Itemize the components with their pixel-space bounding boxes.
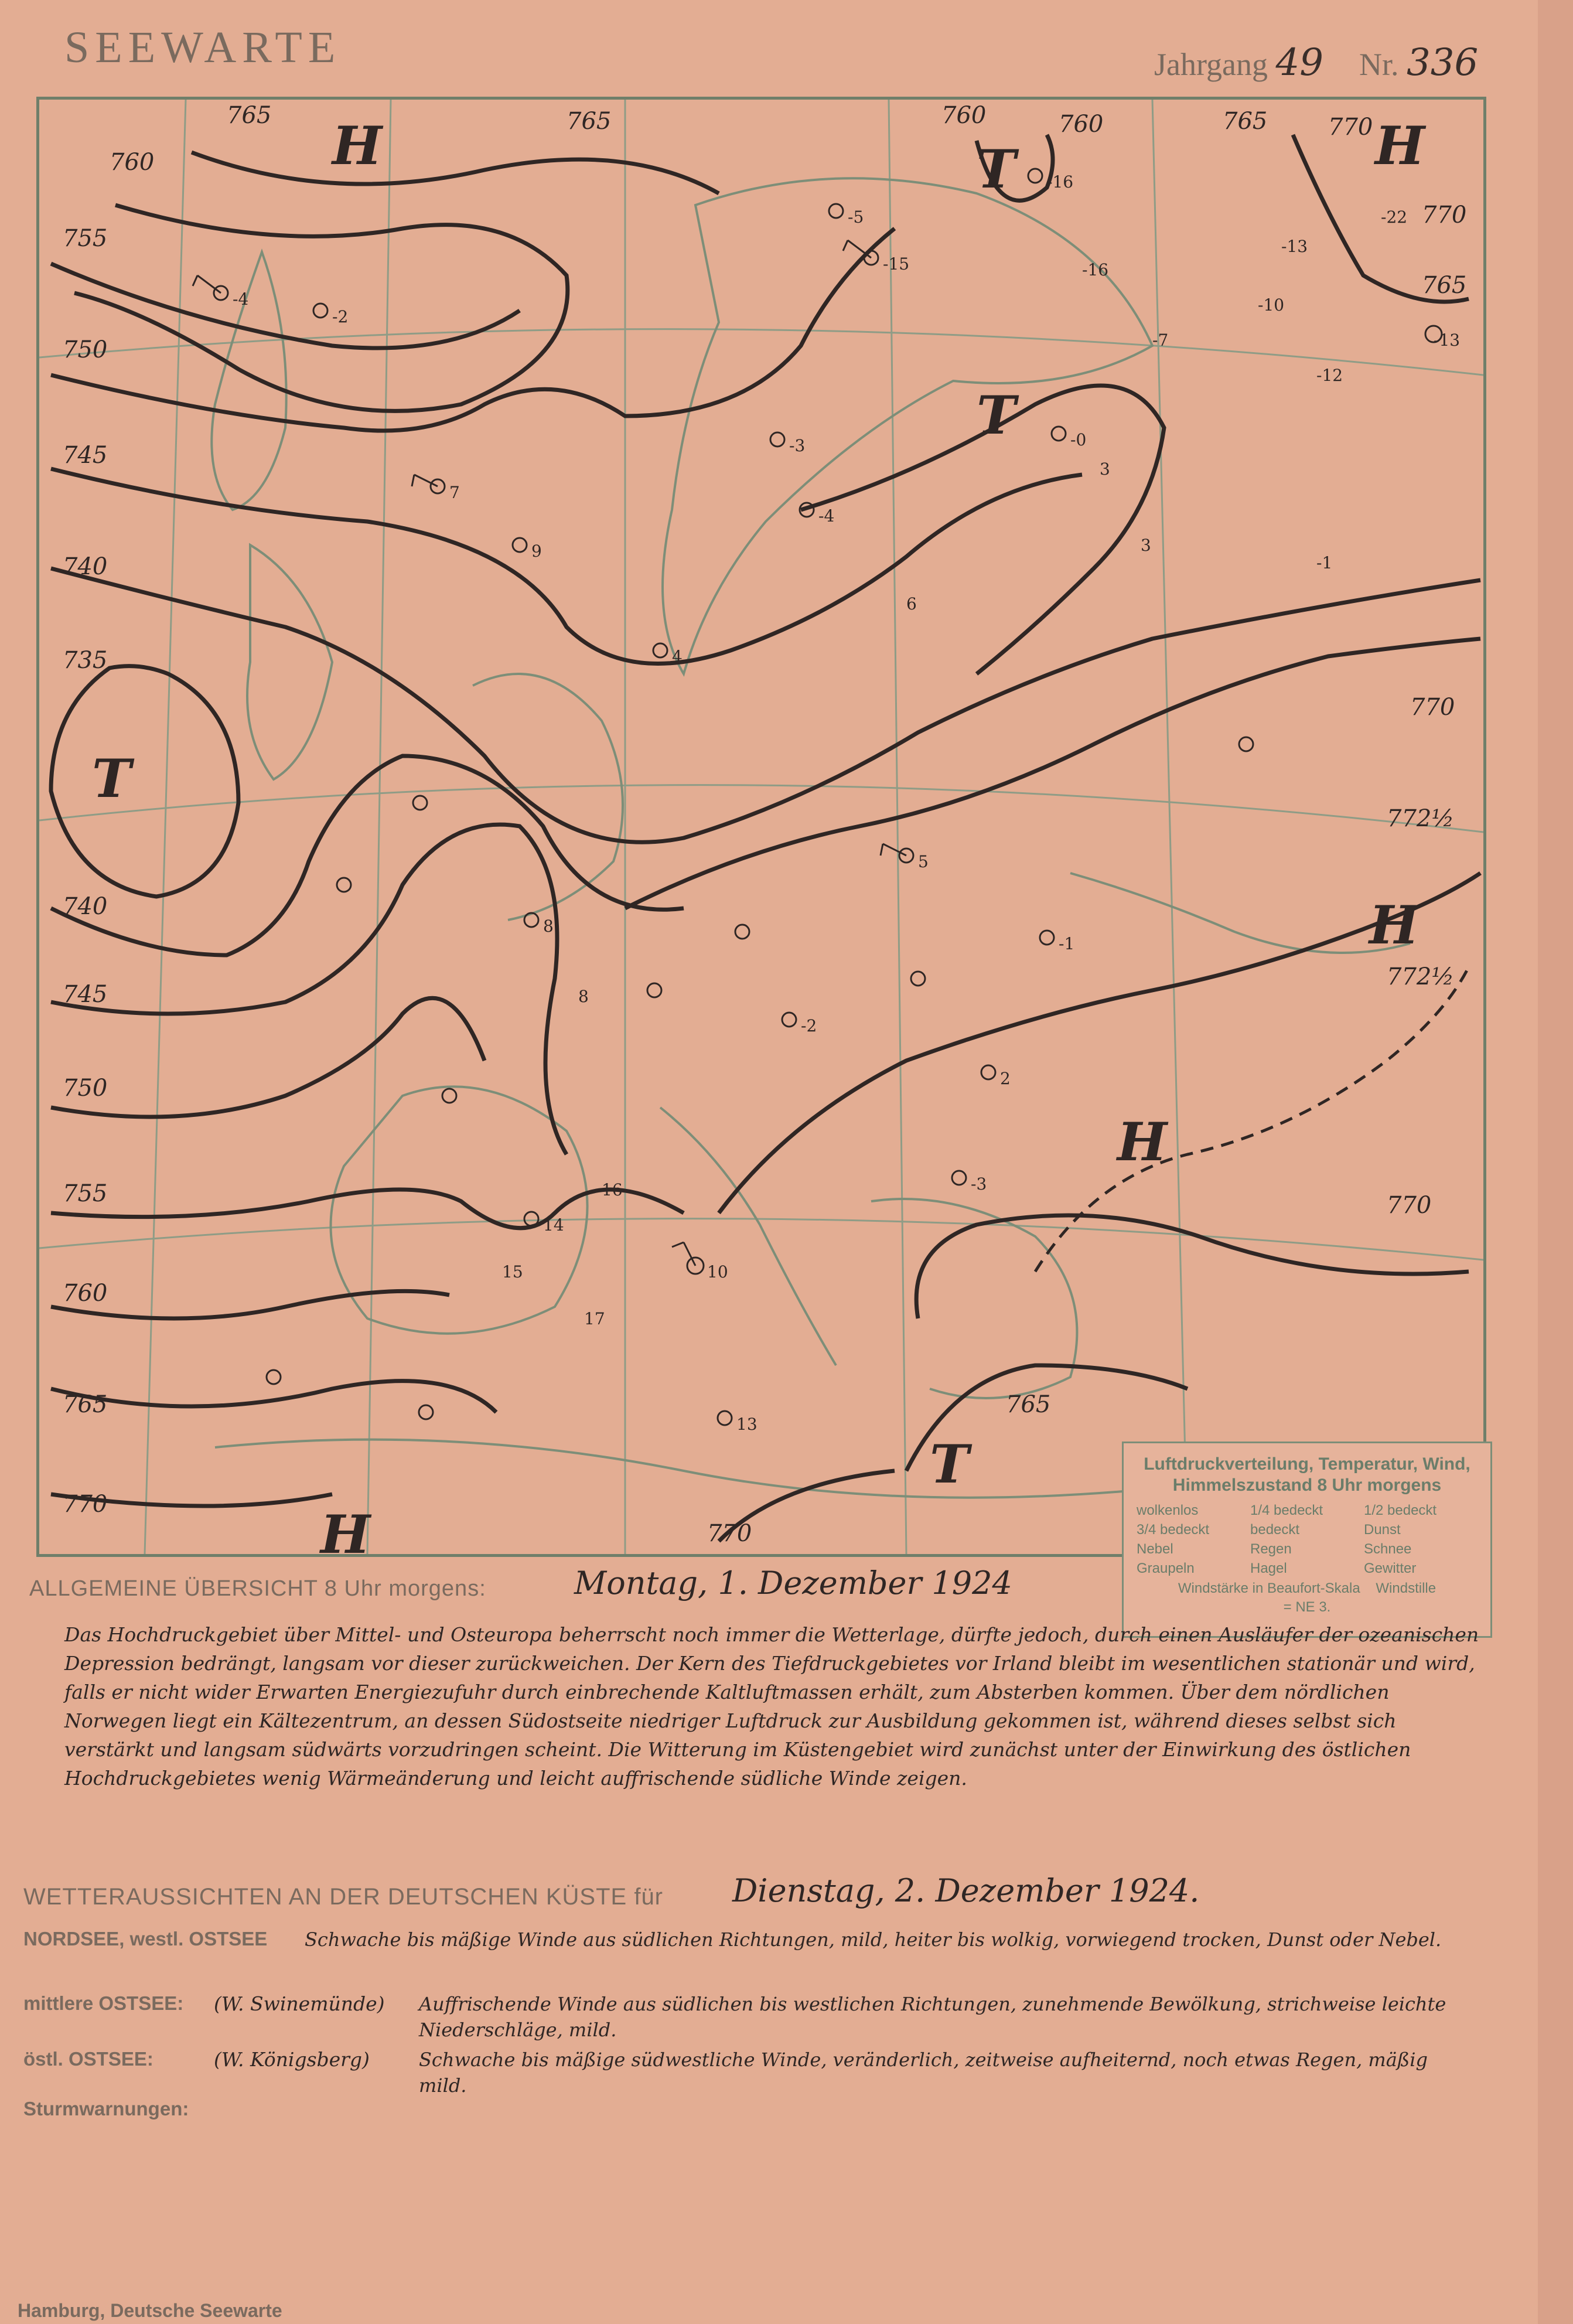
station-temp: -13 [1281,237,1308,256]
station-marker [911,972,925,986]
station-marker [267,1370,281,1384]
station-temp: -15 [883,254,910,274]
isobars [51,135,1480,1541]
station-temp: 10 [707,1262,728,1282]
isobar-label: 772½ [1387,963,1455,990]
station-marker [1239,737,1253,751]
map-legend [1122,1442,1492,1638]
nr-value: 336 [1407,41,1479,84]
forecast-region: NORDSEE, westl. OSTSEE [23,1928,268,1950]
station-marker [735,925,749,939]
station-marker [442,1089,456,1103]
pressure-center-high: H [1117,1111,1168,1173]
pressure-center-group [92,115,1427,1554]
forecast-date: Dienstag, 2. Dezember 1924. [732,1872,1200,1909]
isobar-label: 750 [63,336,108,363]
station-temp-group [233,172,1460,1434]
station-temp: 4 [672,647,683,666]
forecast-region: östl. OSTSEE: [23,2048,153,2070]
paper-edge [1538,0,1573,2324]
station-temp: 2 [1000,1069,1011,1088]
station-temp: 6 [906,594,917,614]
weather-map-canvas [39,100,1483,1554]
isobar-label: 765 [63,1391,108,1418]
station-temp: 13 [736,1415,758,1434]
isobar-dashed [1035,967,1469,1272]
legend-title: Luftdruckverteilung, Temperatur, Wind, Himmelszustand 8 Uhr morgens [1144,1454,1470,1495]
forecast-station: (W. Königsberg) [214,2048,370,2071]
volume-label [1154,41,1323,84]
station-temp: -1 [1059,934,1075,953]
footer-label: Hamburg, Deutsche Seewarte [18,2300,282,2321]
isobar-label: 770 [1410,694,1455,721]
isobar-label: 740 [63,553,108,580]
station-temp: 8 [543,916,554,936]
pressure-center-low: T [977,138,1016,200]
pressure-center-high: H [332,115,383,177]
legend-item: Nebel [1137,1541,1173,1557]
station-marker [647,983,661,997]
legend-item: Hagel [1250,1560,1287,1576]
jahrgang-label: Jahrgang [1154,47,1268,82]
pressure-center-low: T [977,384,1016,447]
station-temp: 14 [543,1215,564,1235]
station-temp: -3 [789,436,806,455]
legend-item: bedeckt [1250,1522,1300,1538]
overview-text: Das Hochdruckgebiet über Mittel- und Osteuropa beherrscht noch immer die Wetterlage, dürfte jedoch, durch einen Ausläufer der ozeanischen Depression bedrängt, langsam vor dieser zurückweichen. Der Kern des Tiefdruckgebietes vor Irland bleibt im wesentlichen stationär und wird, falls er nicht wider Erwarten Energiezufuhr durch einbrechende Kaltluftmassen erhält, zum Absterben kommen. Über dem nördlichen Norwegen liegt ein Kältezentrum, an dessen Südostseite niedriger Luftdruck zur Ausbildung gekommen ist, während dieses selbst sich verstärkt und langsam südwärts vorzudringen scheint. Die Witterung im Küstengebiet wird zunächst unter der Einwirkung des östlichen Hochdruckgebietes wenig Wärmeänderung und leicht auffrischende südliche Winde zeigen. [64,1623,1479,1790]
legend-item: wolkenlos [1137,1502,1199,1518]
isobar-label: 770 [1387,1192,1432,1219]
legend-item: 3/4 bedeckt [1137,1522,1210,1538]
station-temp: -22 [1381,207,1408,227]
legend-item: Dunst [1364,1522,1401,1538]
station-temp: 9 [531,541,542,561]
isobar-label: 755 [63,1180,108,1207]
isobar-label: 735 [63,647,108,674]
forecast-text: Schwache bis mäßige südwestliche Winde, veränderlich, zeitweise aufheiternd, noch etwas Regen, mäßig mild. [419,2049,1428,2097]
station-marker [524,1212,538,1226]
station-temp: 3 [1100,459,1110,479]
isobar-label: 770 [1422,202,1467,229]
legend-calm-label: Windstille [1376,1580,1436,1596]
isobar-label: 770 [1328,114,1373,141]
isobar-label: 765 [567,108,612,135]
nr-label: Nr. [1359,47,1399,82]
isobar-label-group [63,102,1466,1547]
isobar-label: 765 [1422,272,1467,299]
pressure-center-high: H [1369,894,1420,956]
station-marker [524,913,538,927]
forecast-text: Auffrischende Winde aus südlichen bis westlichen Richtungen, zunehmende Bewölkung, strichweise leichte Niederschläge, mild. [419,1993,1446,2041]
station-temp: -5 [848,207,864,227]
station-marker [1040,931,1054,945]
station-temp: -0 [1070,430,1087,449]
pressure-center-high: H [320,1504,371,1554]
isobar-label: 770 [707,1520,752,1547]
station-temp: -12 [1316,366,1343,385]
station-marker [981,1065,995,1079]
station-temp: -2 [332,307,349,326]
isobar-label: 765 [1223,108,1268,135]
station-marker [653,643,667,657]
station-marker [413,796,427,810]
station-temp: 3 [1141,536,1151,555]
legend-wind-label: Windstärke in Beaufort-Skala [1178,1580,1360,1596]
station-temp: -7 [1152,330,1169,350]
legend-item: 1/2 bedeckt [1364,1502,1437,1518]
station-temp: -13 [1434,330,1461,350]
forecast-label: WETTERAUSSICHTEN AN DER DEUTSCHEN KÜSTE für [23,1884,664,1910]
station-temp: 15 [502,1262,523,1282]
legend-item: Regen [1250,1541,1292,1557]
station-marker [513,538,527,552]
isobar-label: 760 [63,1280,108,1307]
isobar-label: 750 [63,1075,108,1102]
isobar-label: 745 [63,442,108,469]
isobar-label: 760 [941,102,987,129]
station-temp: -16 [1047,172,1074,192]
legend-items [1137,1501,1478,1578]
isobar-label: 770 [63,1491,108,1518]
station-temp: 7 [449,483,460,502]
isobar-label: 740 [63,893,108,920]
wind-barb [193,275,221,293]
pressure-center-low: T [92,748,131,810]
jahrgang-value: 49 [1275,41,1323,84]
station-marker [770,432,784,447]
station-temp: 8 [578,987,589,1006]
station-temp: -4 [818,506,835,526]
graticule [39,100,1483,1554]
pressure-center-low: T [930,1433,969,1495]
legend-item: 1/4 bedeckt [1250,1502,1323,1518]
isobar-label: 760 [1059,111,1104,138]
station-marker [1052,427,1066,441]
forecast-text: Schwache bis mäßige Winde aus südlichen Richtungen, mild, heiter bis wolkig, vorwiegend trocken, Dunst oder Nebel. [305,1928,1442,1951]
storm-warnings-label: Sturmwarnungen: [23,2098,189,2119]
isobar-label: 745 [63,981,108,1008]
station-marker [337,878,351,892]
legend-item: Schnee [1364,1541,1412,1557]
legend-item: Gewitter [1364,1560,1417,1576]
wind-barb [672,1242,695,1266]
station-marker [419,1405,433,1419]
issue-number [1359,41,1478,84]
legend-item: Graupeln [1137,1560,1195,1576]
station-temp: -10 [1258,295,1285,315]
isobar-label: 755 [63,225,108,252]
isobar-label: 772½ [1387,805,1455,832]
forecast-station: (W. Swinemünde) [214,1992,385,2015]
isobar-label: 765 [227,102,272,129]
station-temp: 17 [584,1309,605,1328]
overview-date: Montag, 1. Dezember 1924 [574,1565,1012,1601]
station-marker [782,1013,796,1027]
wind-barb [843,240,871,258]
publication-title: SEEWARTE [64,23,342,72]
station-temp: -16 [1082,260,1109,280]
station-temp: -2 [801,1016,817,1035]
station-marker [313,304,327,318]
isobar-label: 765 [1006,1391,1051,1418]
legend-wind-example: = NE 3. [1283,1599,1331,1615]
station-temp: -1 [1316,553,1333,573]
isobar-label: 760 [110,149,155,176]
overview-label: ALLGEMEINE ÜBERSICHT 8 Uhr morgens: [29,1576,486,1601]
station-marker [1028,169,1042,183]
legend-wind-scale [1137,1580,1478,1597]
station-temp: -4 [233,289,249,309]
pressure-center-high: H [1375,115,1425,177]
station-marker [829,204,843,218]
station-temp: 5 [918,852,929,871]
station-marker [718,1411,732,1425]
station-temp: -3 [971,1174,987,1194]
station-temp: 16 [602,1180,623,1200]
station-marker [952,1171,966,1185]
forecast-region: mittlere OSTSEE: [23,1992,184,2014]
